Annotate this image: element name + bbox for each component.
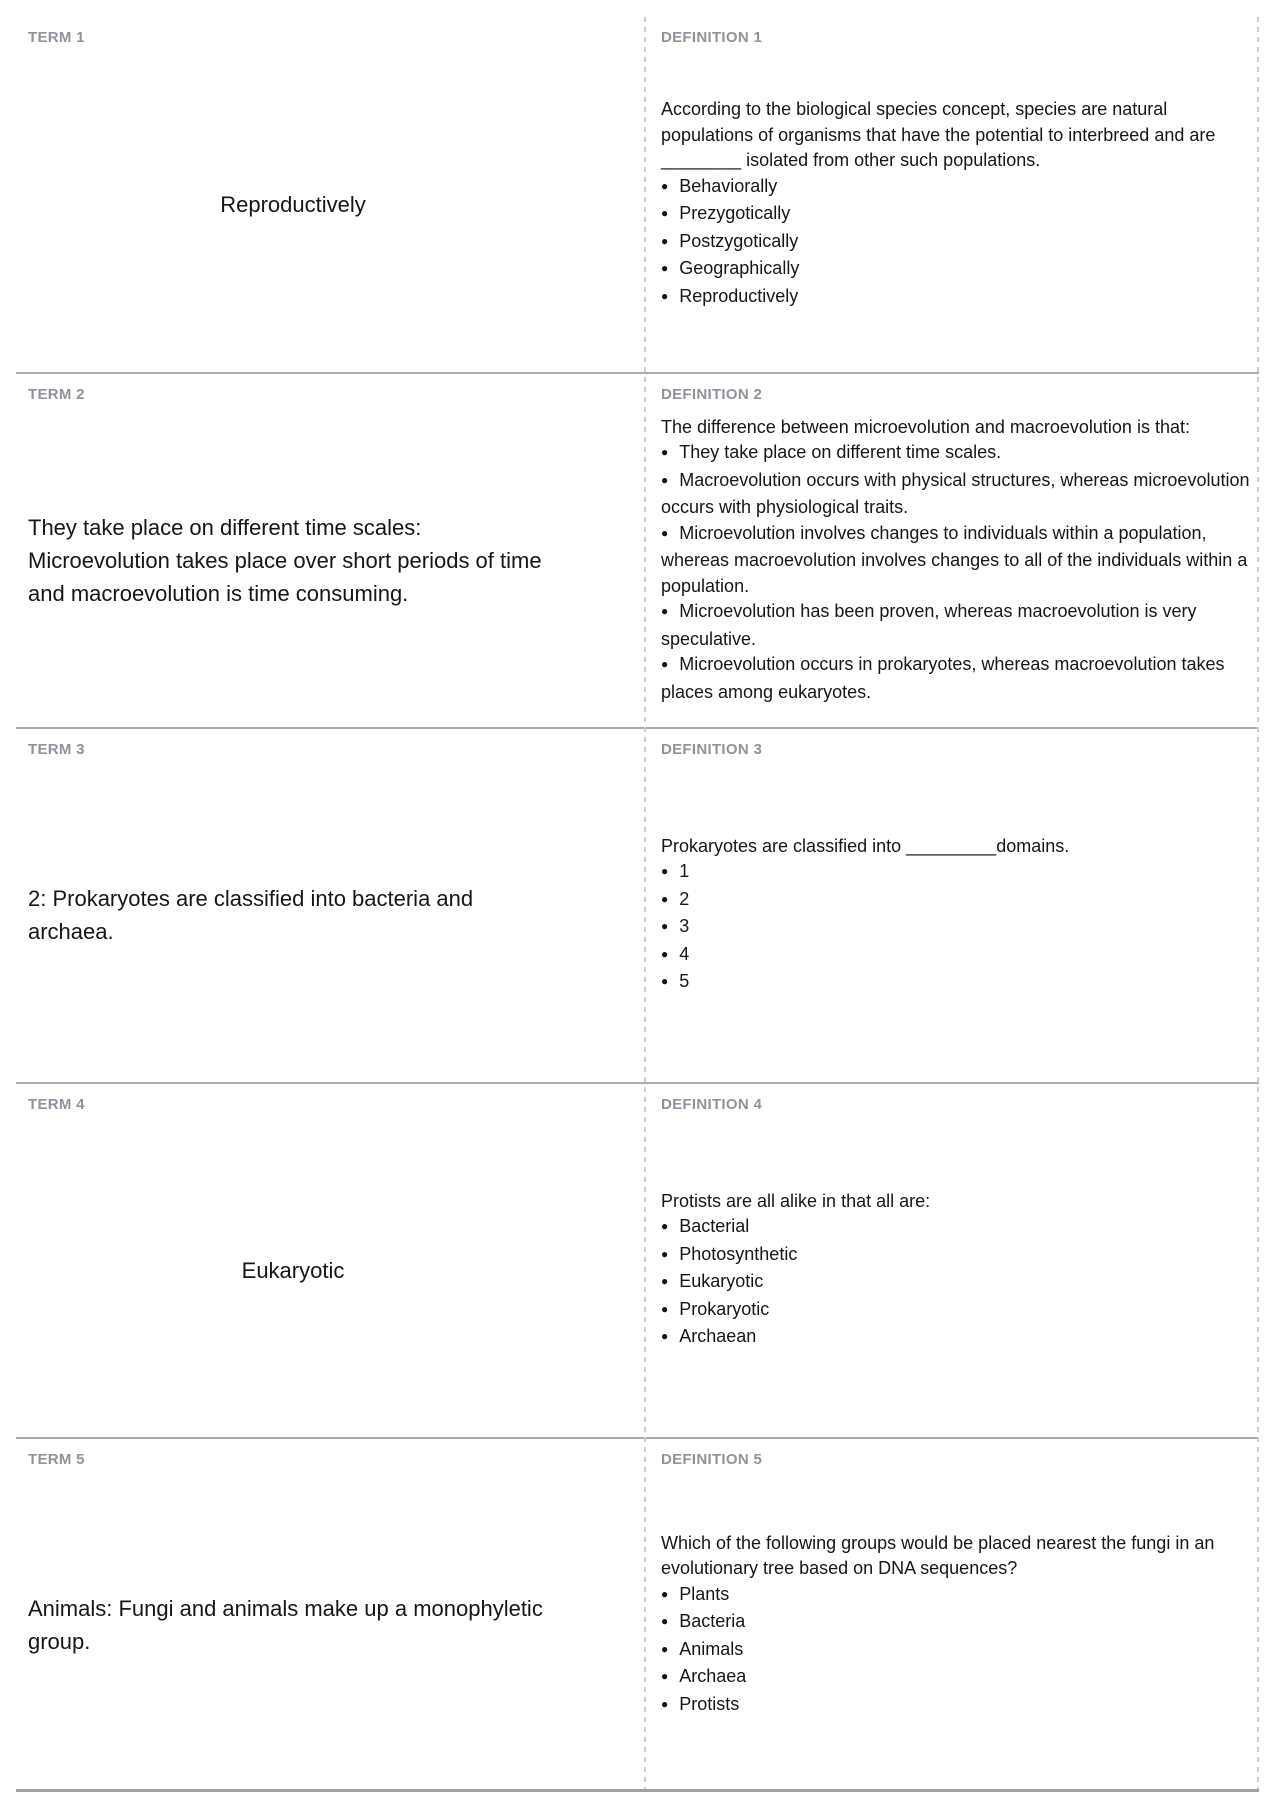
answer-option (661, 652, 1251, 705)
definition-body (661, 1468, 1251, 1782)
answer-options (661, 1214, 1251, 1352)
bullet-icon: ● (661, 178, 669, 193)
definition-cell (645, 17, 1259, 372)
flashcard-row (16, 17, 1259, 372)
answer-option-text: Microevolution occurs in prokaryotes, whereas macroevolution takes places among eukaryotes. (661, 654, 1225, 702)
answer-option (661, 521, 1251, 600)
answer-option (661, 1692, 1251, 1720)
definition-content (661, 1531, 1251, 1720)
definition-label: DEFINITION 2 (661, 386, 763, 403)
bullet-icon: ● (661, 864, 669, 878)
answer-option (661, 914, 1251, 942)
answer-option (661, 1269, 1251, 1297)
term-cell (16, 729, 645, 1082)
answer-option (661, 440, 1251, 468)
definition-question: Protists are all alike in that all are: (661, 1190, 931, 1211)
answer-options (661, 440, 1251, 705)
definition-content (661, 1189, 1251, 1352)
bullet-icon: ● (661, 1219, 669, 1233)
definition-label: DEFINITION 3 (661, 741, 763, 758)
answer-option-text: Prokaryotic (679, 1298, 770, 1319)
answer-option-text: Reproductively (679, 285, 799, 306)
bullet-icon: ● (661, 1614, 669, 1629)
answer-option-text: Microevolution has been proven, whereas macroevolution is very speculative. (661, 601, 1197, 649)
answer-option (661, 174, 1251, 202)
answer-option-text: Archaean (679, 1326, 757, 1346)
flashcard-row (16, 372, 1259, 727)
term-body (28, 1468, 558, 1782)
answer-option-text: Eukaryotic (679, 1271, 764, 1291)
bullet-icon: ● (661, 1669, 669, 1684)
right-border-dashed-line (1257, 17, 1259, 1790)
bullet-icon: ● (661, 288, 669, 303)
term-cell (16, 1439, 645, 1792)
term-text: 2: Prokaryotes are classified into bacteria and archaea. (28, 886, 474, 944)
answer-option (661, 859, 1251, 887)
answer-option (661, 969, 1251, 997)
answer-options (661, 1582, 1251, 1720)
definition-body (661, 403, 1251, 717)
bullet-icon: ● (661, 261, 669, 275)
bullet-icon: ● (661, 604, 669, 619)
term-label: TERM 2 (28, 386, 85, 403)
answer-option (661, 201, 1251, 229)
term-text: Eukaryotic (241, 1257, 345, 1283)
answer-option (661, 1214, 1251, 1242)
answer-option-text: Bacteria (679, 1611, 746, 1632)
answer-options (661, 174, 1251, 312)
answer-option-text: 5 (679, 971, 690, 991)
answer-option (661, 1242, 1251, 1270)
definition-label: DEFINITION 1 (661, 29, 763, 46)
term-body (28, 403, 558, 717)
answer-option (661, 468, 1251, 521)
bullet-icon: ● (661, 891, 669, 906)
answer-option (661, 1637, 1251, 1665)
definition-body (661, 758, 1251, 1072)
definition-label: DEFINITION 4 (661, 1096, 763, 1113)
answer-option-text: Behaviorally (679, 175, 778, 196)
definition-label: DEFINITION 5 (661, 1451, 763, 1468)
bullet-icon: ● (661, 919, 669, 933)
bullet-icon: ● (661, 1586, 669, 1601)
definition-cell (645, 374, 1259, 727)
term-label: TERM 5 (28, 1451, 85, 1468)
term-cell (16, 1084, 645, 1437)
definition-cell (645, 1439, 1259, 1792)
answer-option-text: Bacterial (679, 1216, 750, 1236)
answer-option-text: Plants (679, 1583, 730, 1604)
bullet-icon: ● (661, 206, 669, 220)
bullet-icon: ● (661, 1696, 669, 1711)
bullet-icon: ● (661, 233, 669, 248)
answer-option-text: 3 (679, 916, 690, 936)
bottom-separator-line (16, 1789, 1259, 1792)
definition-body (661, 1113, 1251, 1427)
term-text: Reproductively (220, 191, 366, 217)
bullet-icon: ● (661, 974, 669, 988)
definition-body (661, 46, 1251, 362)
answer-option-text: Archaea (679, 1666, 747, 1687)
answer-option-text: Animals (679, 1638, 744, 1659)
answer-option (661, 942, 1251, 970)
answer-option-text: Microevolution involves changes to individuals within a population, whereas macroevolution involves changes to all of the individuals within a population. (661, 522, 1248, 596)
term-text: Animals: Fungi and animals make up a monophyletic group. (28, 1596, 543, 1654)
term-text: They take place on different time scales: Microevolution takes place over short periods of time and macroevolution is time consuming. (28, 514, 542, 606)
definition-cell (645, 729, 1259, 1082)
answer-option-text: 2 (679, 888, 690, 909)
answer-option (661, 1664, 1251, 1692)
term-cell (16, 17, 645, 372)
flashcard-row (16, 1082, 1259, 1437)
bullet-icon: ● (661, 472, 669, 487)
answer-option-text: Photosynthetic (679, 1243, 798, 1264)
bullet-icon: ● (661, 1641, 669, 1656)
answer-option-text: Protists (679, 1693, 740, 1714)
term-label: TERM 4 (28, 1096, 85, 1113)
answer-option-text: Geographically (679, 258, 800, 278)
bullet-icon: ● (661, 525, 669, 540)
column-divider-dashed-line (644, 17, 646, 1790)
bullet-icon: ● (661, 946, 669, 961)
bullet-icon: ● (661, 657, 669, 672)
answer-option (661, 256, 1251, 284)
definition-content (661, 97, 1251, 311)
term-body (28, 758, 558, 1072)
term-body (28, 1113, 558, 1427)
bullet-icon: ● (661, 1246, 669, 1261)
answer-option-text: Macroevolution occurs with physical structures, whereas microevolution occurs with physiological traits. (661, 469, 1250, 518)
answer-option-text: Postzygotically (679, 230, 799, 251)
term-body (28, 46, 558, 362)
answer-option (661, 887, 1251, 915)
answer-option (661, 1297, 1251, 1325)
answer-option (661, 1609, 1251, 1637)
answer-option-text: 1 (679, 861, 690, 881)
term-cell (16, 374, 645, 727)
answer-option-text: Prezygotically (679, 203, 791, 223)
bullet-icon: ● (661, 1301, 669, 1316)
term-label: TERM 1 (28, 29, 85, 46)
answer-option (661, 284, 1251, 312)
answer-option-text: 4 (679, 943, 690, 964)
bullet-icon: ● (661, 1274, 669, 1288)
definition-question: Prokaryotes are classified into _________domains. (661, 835, 1070, 856)
bullet-icon: ● (661, 1329, 669, 1343)
answer-option (661, 1582, 1251, 1610)
definition-question: The difference between microevolution and macroevolution is that: (661, 416, 1190, 437)
flashcard-rows (16, 17, 1259, 1792)
answer-option (661, 229, 1251, 257)
definition-question: According to the biological species concept, species are natural populations of organisms that have the potential to interbreed and are ________ isolated from other such populations. (661, 99, 1221, 170)
term-label: TERM 3 (28, 741, 85, 758)
flashcard-row (16, 727, 1259, 1082)
answer-option (661, 599, 1251, 652)
definition-content (661, 415, 1251, 706)
answer-option-text: They take place on different time scales. (679, 442, 1002, 463)
definition-content (661, 834, 1251, 997)
answer-option (661, 1324, 1251, 1352)
bullet-icon: ● (661, 445, 669, 460)
flashcard-row (16, 1437, 1259, 1792)
answer-options (661, 859, 1251, 997)
definition-question: Which of the following groups would be placed nearest the fungi in an evolutionary tree based on DNA sequences? (661, 1532, 1220, 1579)
definition-cell (645, 1084, 1259, 1437)
